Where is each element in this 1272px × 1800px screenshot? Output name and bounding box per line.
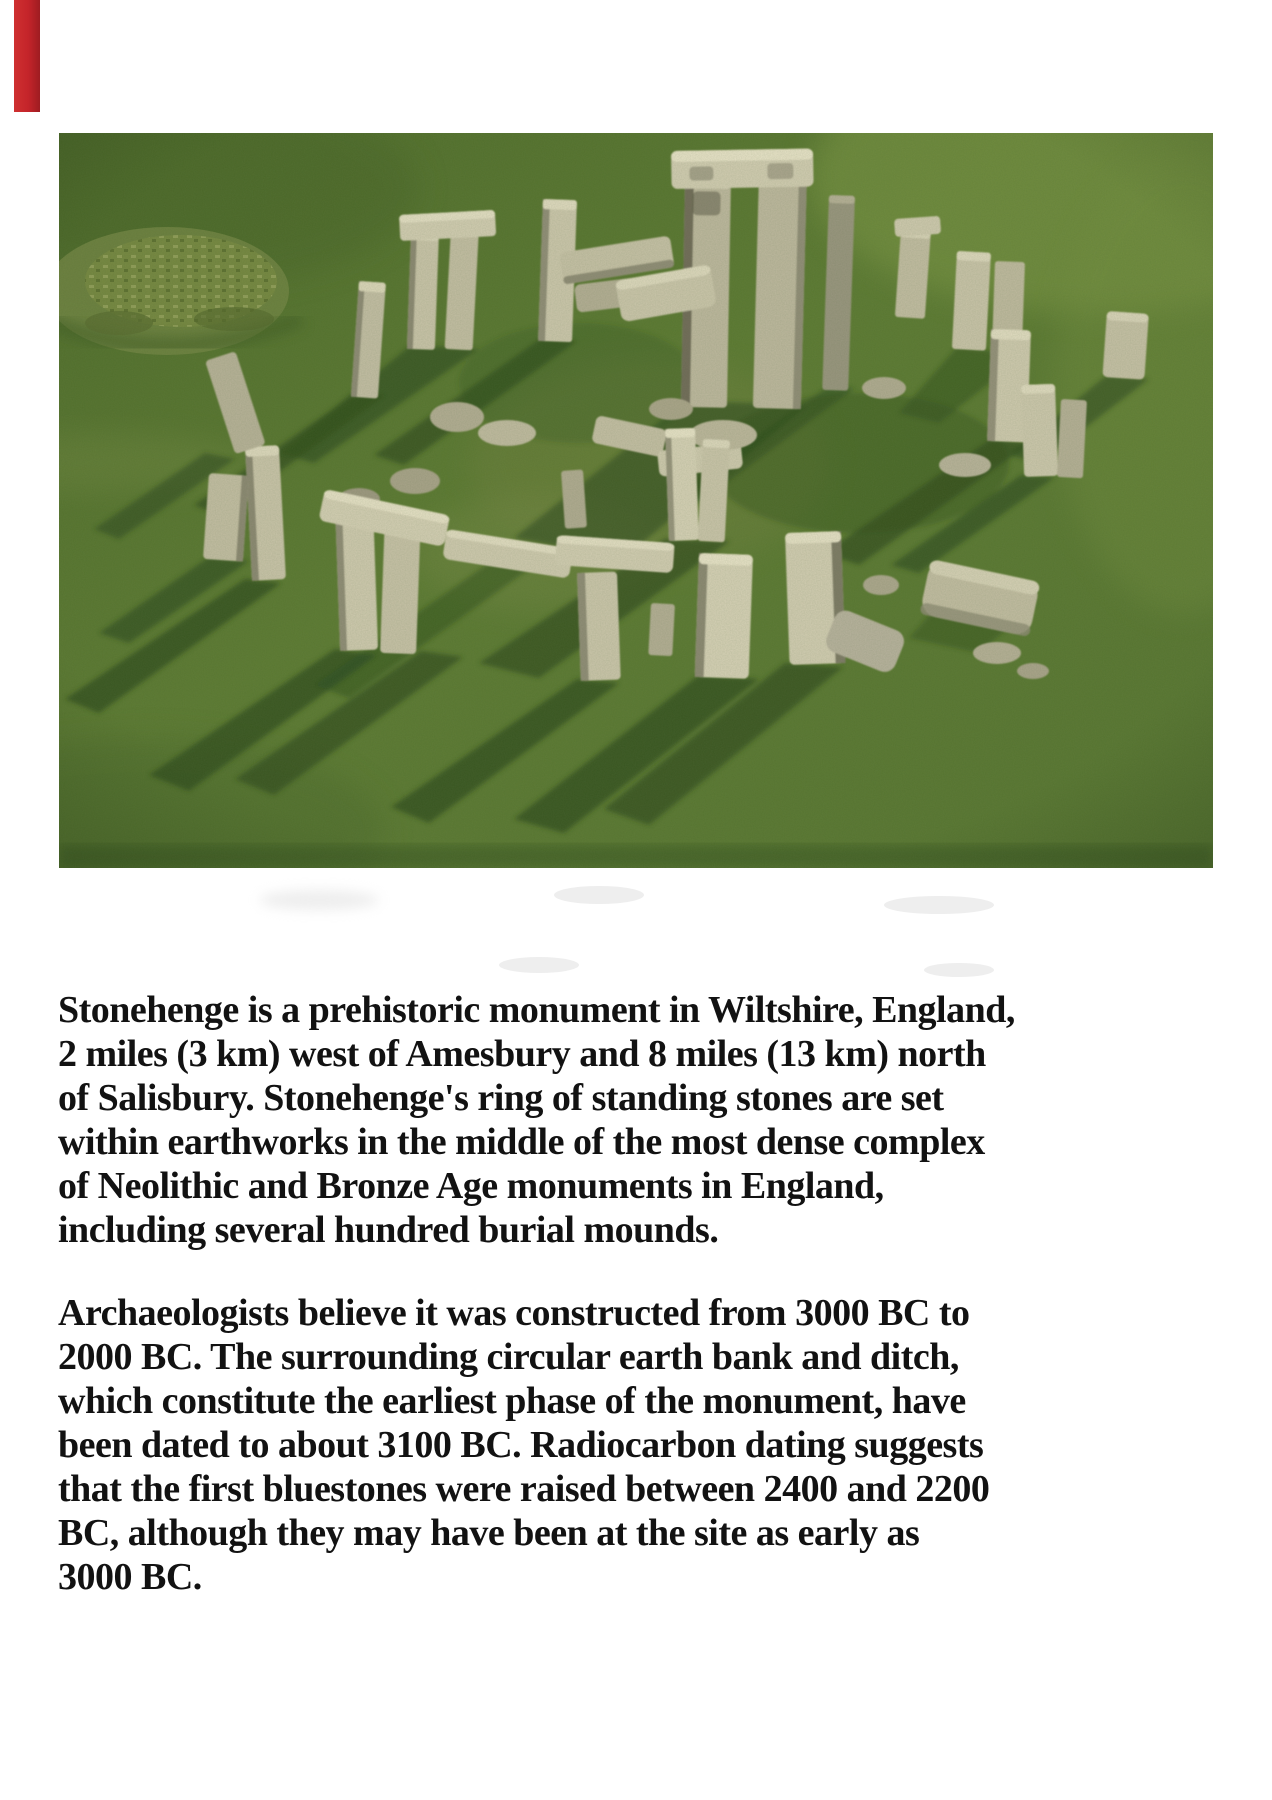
article-line: BC, although they may have been at the site as early as	[58, 1512, 920, 1554]
article-line: 2000 BC. The surrounding circular earth bank and ditch,	[58, 1336, 959, 1378]
article-paragraph-1	[58, 988, 1178, 1252]
article-line: which constitute the earliest phase of the monument, have	[58, 1380, 966, 1422]
article-paragraph-2	[58, 1291, 1178, 1599]
article-line: within earthworks in the middle of the most dense complex	[58, 1121, 985, 1163]
article-line: 2 miles (3 km) west of Amesbury and 8 miles (13 km) north	[58, 1033, 986, 1075]
article-line: that the first bluestones were raised between 2400 and 2200	[58, 1468, 990, 1510]
article-line: including several hundred burial mounds.	[58, 1209, 719, 1251]
photo-vignette	[59, 133, 1213, 868]
article-line: Stonehenge is a prehistoric monument in Wiltshire, England,	[58, 989, 1015, 1031]
bookmark-ribbon[interactable]	[14, 0, 40, 112]
scan-artifacts	[59, 870, 1213, 1000]
article-line: of Salisbury. Stonehenge's ring of standing stones are set	[58, 1077, 944, 1119]
article-line: Archaeologists believe it was constructed from 3000 BC to	[58, 1292, 970, 1334]
article-line: 3000 BC.	[58, 1556, 202, 1598]
article-line: of Neolithic and Bronze Age monuments in England,	[58, 1165, 884, 1207]
stonehenge-photo-canvas	[59, 133, 1213, 868]
article-line: been dated to about 3100 BC. Radiocarbon dating suggests	[58, 1424, 984, 1466]
stonehenge-aerial-photo	[59, 133, 1213, 868]
